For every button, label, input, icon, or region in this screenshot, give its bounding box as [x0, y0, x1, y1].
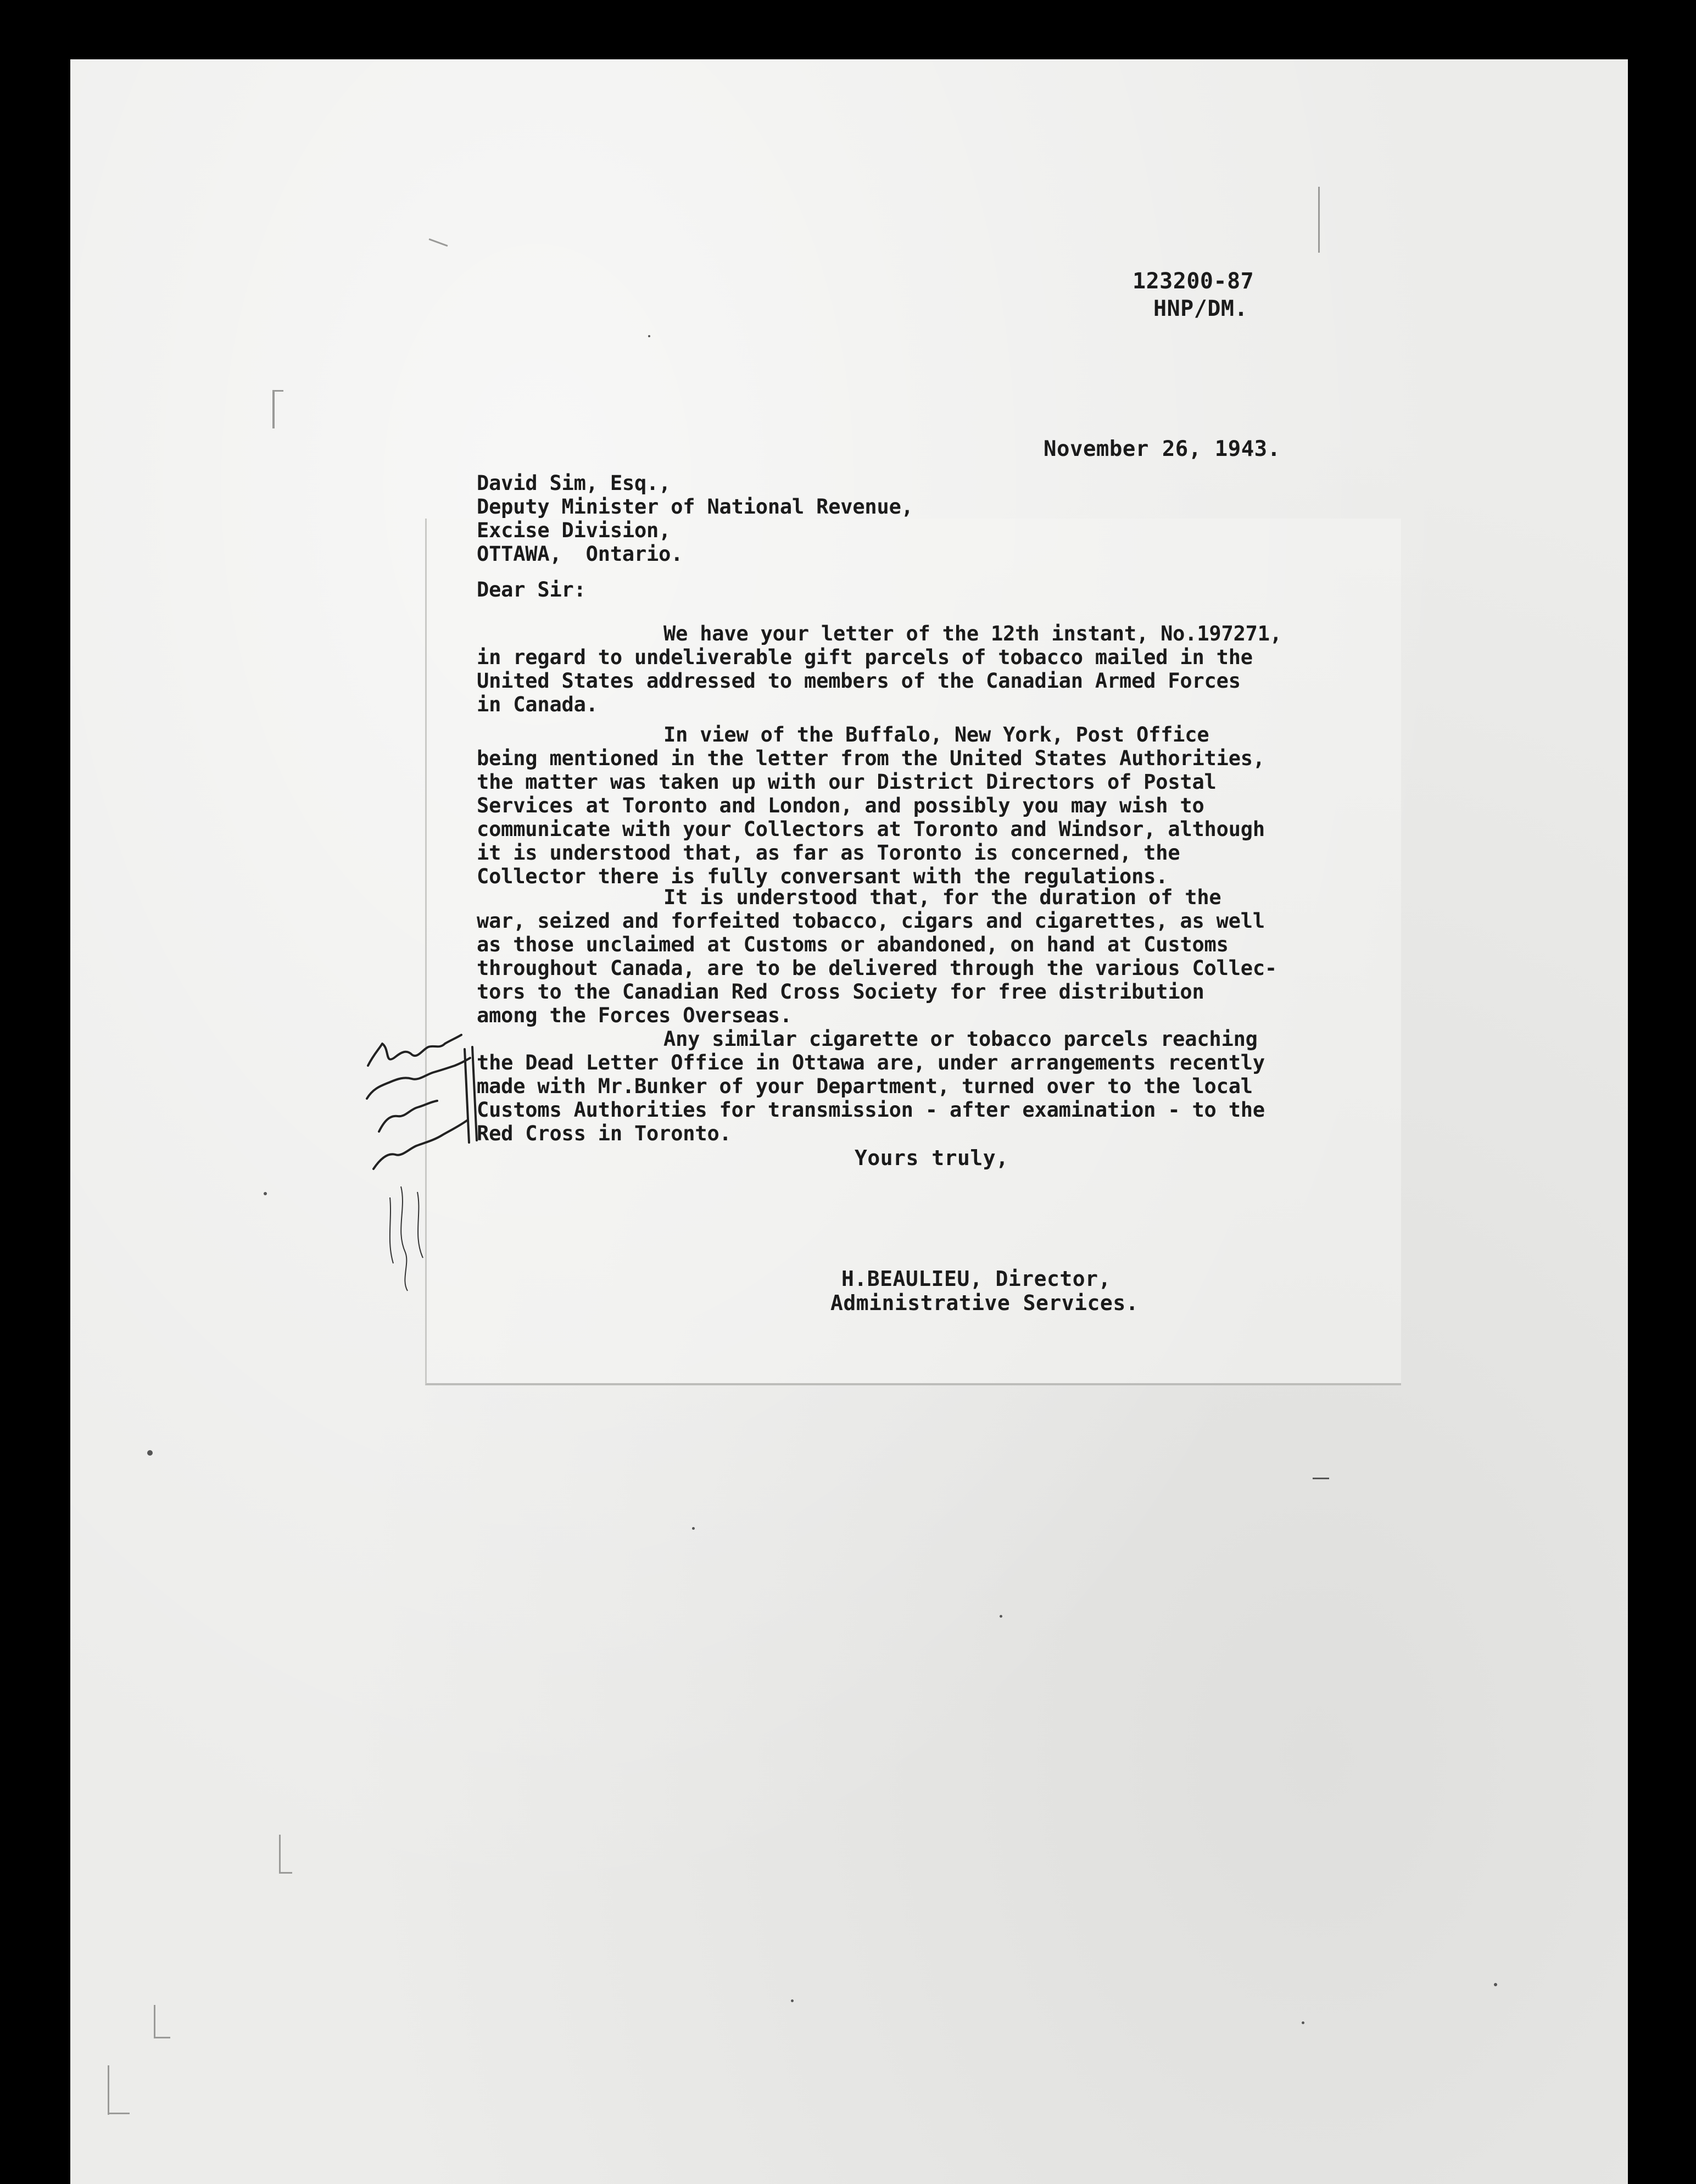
scan-artifact	[108, 2113, 130, 2114]
paragraph-line: In view of the Buffalo, New York, Post Office	[663, 723, 1209, 746]
scan-speck	[791, 1999, 794, 2002]
recipient-division: Excise Division,	[477, 519, 671, 542]
paragraph-line: Collector there is fully conversant with the regulations.	[477, 865, 1168, 888]
scan-artifact	[1313, 1478, 1329, 1479]
paragraph-line: among the Forces Overseas.	[477, 1004, 792, 1027]
scan-speck	[147, 1450, 153, 1456]
paragraph-line: throughout Canada, are to be delivered through the various Collec-	[477, 956, 1277, 980]
paragraph-line: communicate with your Collectors at Toronto and Windsor, although	[477, 817, 1265, 841]
paragraph-line: in regard to undeliverable gift parcels of tobacco mailed in the	[477, 645, 1253, 669]
paragraph-line: Red Cross in Toronto.	[477, 1122, 732, 1145]
scan-artifact	[154, 2037, 170, 2038]
recipient-city: OTTAWA, Ontario.	[477, 542, 683, 566]
paragraph-1	[477, 622, 1282, 716]
signature-department: Administrative Services.	[830, 1291, 1139, 1315]
letter-date: November 26, 1943.	[1044, 437, 1281, 461]
scan-artifact	[279, 1835, 281, 1873]
paragraph-2	[477, 723, 1279, 888]
scan-speck	[1302, 2021, 1304, 2024]
paragraph-4	[477, 1027, 1279, 1145]
handwritten-note-image	[357, 1033, 483, 1296]
scan-speck	[1494, 1983, 1497, 1986]
paragraph-line: Customs Authorities for transmission - after examination - to the	[477, 1098, 1265, 1122]
paragraph-line: it is understood that, as far as Toronto is concerned, the	[477, 841, 1180, 865]
scan-artifact	[1318, 187, 1320, 253]
salutation	[477, 578, 1279, 601]
recipient-name: David Sim, Esq.,	[477, 471, 671, 495]
scan-artifact	[108, 2065, 109, 2115]
recipient-title: Deputy Minister of National Revenue,	[477, 495, 913, 519]
paragraph-line: being mentioned in the letter from the United States Authorities,	[477, 746, 1265, 770]
scan-speck	[692, 1527, 695, 1530]
scan-artifact	[272, 390, 275, 428]
salutation-text: Dear Sir:	[477, 578, 586, 601]
recipient-address	[477, 471, 1279, 566]
scan-speck	[648, 335, 650, 337]
signature-name: H.BEAULIEU, Director,	[841, 1267, 1111, 1291]
paragraph-line: United States addressed to members of the Canadian Armed Forces	[477, 669, 1241, 693]
paragraph-line: We have your letter of the 12th instant, No.197271,	[663, 622, 1282, 645]
initials: HNP/DM.	[1153, 296, 1248, 321]
scan-artifact	[279, 1872, 292, 1874]
paragraph-line: war, seized and forfeited tobacco, cigars and cigarettes, as well	[477, 909, 1265, 933]
paragraph-line: Any similar cigarette or tobacco parcels reaching	[663, 1027, 1258, 1051]
paragraph-line: It is understood that, for the duration of the	[663, 885, 1221, 909]
file-number: 123200-87	[1132, 269, 1254, 294]
scan-artifact	[154, 2005, 155, 2038]
paragraph-line: the matter was taken up with our District Directors of Postal	[477, 770, 1217, 794]
scan-artifact	[272, 390, 283, 392]
paragraph-line: in Canada.	[477, 693, 598, 716]
closing: Yours truly,	[855, 1146, 1009, 1170]
scan-speck	[1000, 1615, 1002, 1618]
paragraph-line: made with Mr.Bunker of your Department, turned over to the local	[477, 1074, 1253, 1098]
paragraph-line: tors to the Canadian Red Cross Society for free distribution	[477, 980, 1204, 1004]
scan-speck	[264, 1192, 267, 1195]
paragraph-line: Services at Toronto and London, and possibly you may wish to	[477, 794, 1204, 817]
paragraph-line: as those unclaimed at Customs or abandoned, on hand at Customs	[477, 933, 1229, 956]
paragraph-line: the Dead Letter Office in Ottawa are, under arrangements recently	[477, 1051, 1265, 1074]
paragraph-3	[477, 885, 1279, 1027]
